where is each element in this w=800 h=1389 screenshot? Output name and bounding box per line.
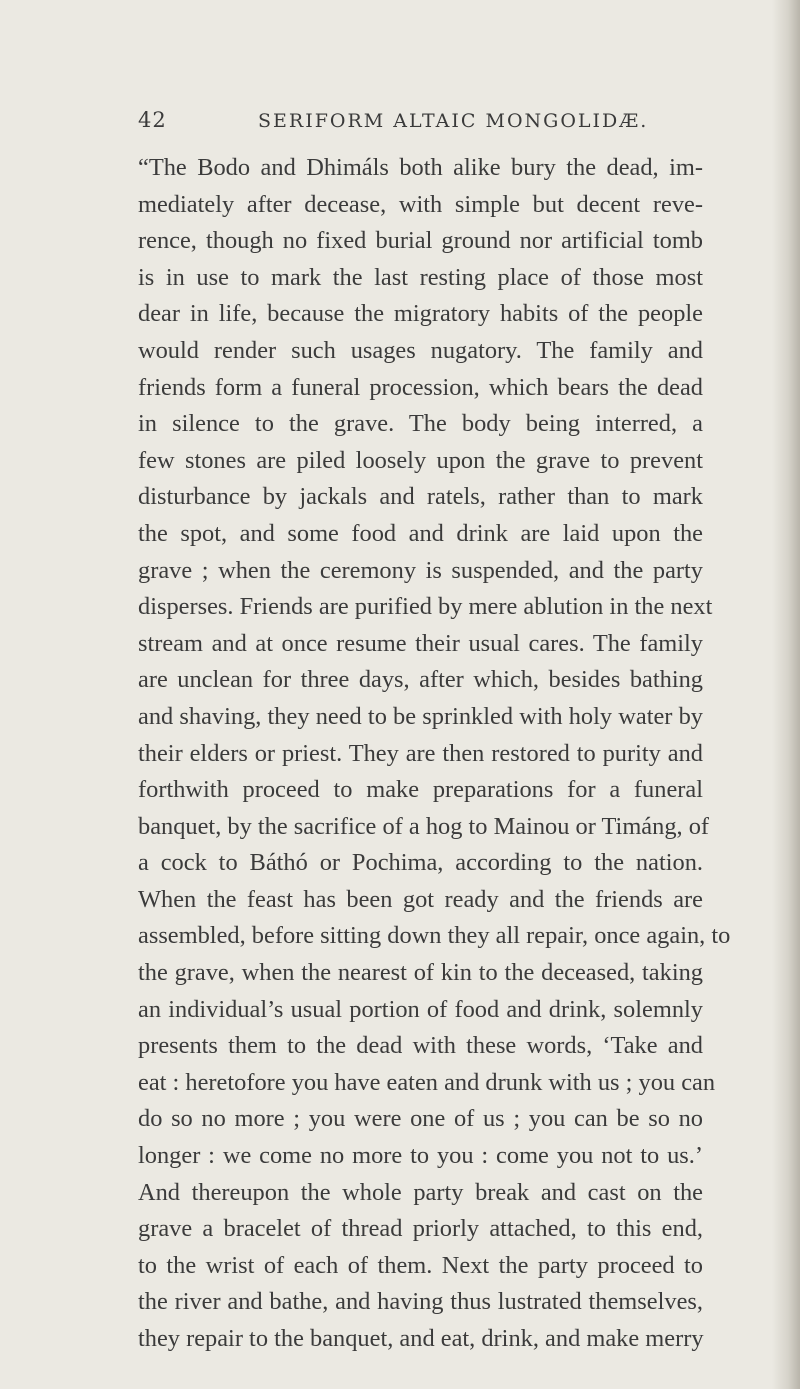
text-line: few stones are piled loosely upon the grave to prevent [138,446,703,474]
text-line: to the wrist of each of them. Next the party proceed to [138,1251,703,1279]
text-line: do so no more ; you were one of us ; you can be so no [138,1105,703,1133]
text-line: eat : heretofore you have eaten and drunk with us ; you can [138,1068,716,1096]
text-line: disperses. Friends are purified by mere ablution in the next [138,593,713,621]
text-line: stream and at once resume their usual cares. The family [138,629,703,657]
body-paragraph [138,150,731,1358]
text-line: grave a bracelet of thread priorly attached, to this end, [138,1215,703,1243]
page-number: 42 [138,108,167,132]
text-line: an individual’s usual portion of food and drink, solemnly [138,995,703,1023]
text-line: assembled, before sitting down they all repair, once again, to [138,922,731,950]
text-line: are unclean for three days, after which, besides bathing [138,666,703,694]
text-line: in silence to the grave. The body being interred, a [138,410,703,438]
text-line: grave ; when the ceremony is suspended, and the party [138,556,703,584]
text-line: longer : we come no more to you : come you not to us.’ [138,1142,703,1170]
text-line: presents them to the dead with these words, ‘Take and [138,1032,703,1060]
text-line: And thereupon the whole party break and cast on the [138,1178,703,1206]
text-line: forthwith proceed to make preparations for a funeral [138,776,703,804]
text-line: disturbance by jackals and ratels, rather than to mark [138,483,703,511]
text-line: and shaving, they need to be sprinkled with holy water by [138,702,703,730]
text-line: rence, though no fixed burial ground nor artificial tomb [138,227,703,255]
text-line: friends form a funeral procession, which bears the dead [138,373,703,401]
text-line: the spot, and some food and drink are laid upon the [138,519,703,547]
text-line: their elders or priest. They are then restored to purity and [138,739,703,767]
text-line: mediately after decease, with simple but decent reve- [138,190,703,218]
text-line: a cock to Báthó or Pochima, according to the nation. [138,849,703,877]
text-line: the river and bathe, and having thus lustrated themselves, [138,1288,703,1316]
text-line: would render such usages nugatory. The family and [138,336,703,364]
text-line: When the feast has been got ready and the friends are [138,885,703,913]
text-line: dear in life, because the migratory habits of the people [138,300,703,328]
text-line: they repair to the banquet, and eat, drink, and make merry [138,1325,704,1352]
running-head-title: SERIFORM ALTAIC MONGOLIDÆ. [258,110,649,132]
text-line: the grave, when the nearest of kin to the deceased, taking [138,959,703,987]
text-line: “The Bodo and Dhimáls both alike bury the dead, im- [138,154,703,181]
text-line: is in use to mark the last resting place of those most [138,263,703,291]
running-head [138,108,703,140]
text-line: banquet, by the sacrifice of a hog to Mainou or Timáng, of [138,812,710,840]
